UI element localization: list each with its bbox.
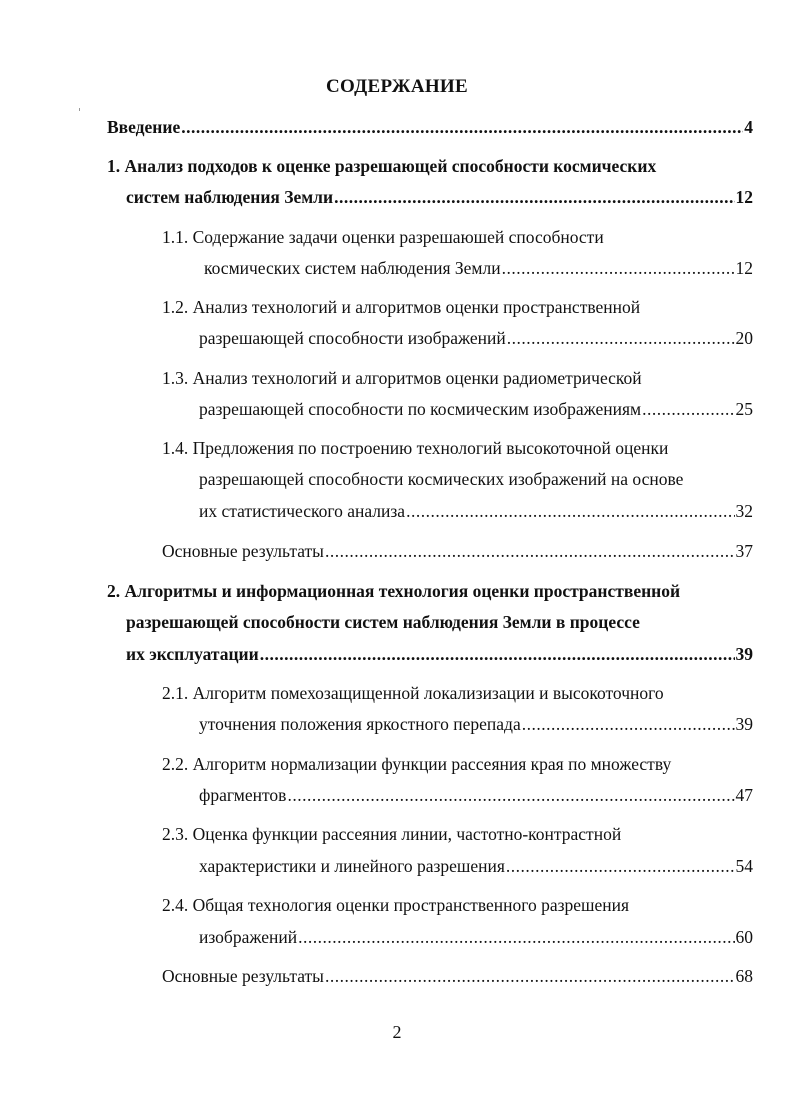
dot-leader [522,718,735,730]
toc-entry-label: уточнения положения яркостного перепада [199,714,521,734]
toc-entry-label: изображений [199,927,298,947]
toc-entry-section-2-1 [199,713,753,735]
dot-leader [181,121,743,133]
toc-entry-label: систем наблюдения Земли [126,187,334,207]
toc-section-2-2-line1: 2.2. Алгоритм нормализации функции рассеяния края по множеству [162,754,672,774]
toc-entry-label: разрешающей способности по космическим изображениям [199,399,642,419]
toc-page-number: 20 [735,328,753,348]
toc-entry-label: Основные результаты [162,541,324,561]
toc-section-1-4-line2: разрешающей способности космических изображений на основе [199,469,684,489]
toc-entry-label: их эксплуатации [126,644,259,664]
dot-leader [406,505,734,517]
toc-entry-label: космических систем наблюдения Земли [204,258,501,278]
toc-page-number: 37 [735,541,753,561]
page-number: 2 [392,1022,402,1042]
dot-leader [507,332,735,344]
toc-page-number: 32 [735,501,753,521]
toc-chapter-2-line2: разрешающей способности систем наблюдения Земли в процессе [126,612,640,632]
toc-page-number: 25 [735,399,753,419]
dot-leader [642,403,734,415]
dot-leader [298,931,734,943]
toc-entry-results-2 [162,965,753,987]
toc-chapter-1-line1: 1. Анализ подходов к оценке разрешающей способности космических [107,156,657,176]
toc-section-2-1-line1: 2.1. Алгоритм помехозащищенной локализизации и высокоточного [162,683,664,703]
toc-entry-label: Введение [107,117,181,137]
toc-page-number: 60 [735,927,753,947]
toc-section-1-3-line1: 1.3. Анализ технологий и алгоритмов оценки радиометрической [162,368,642,388]
toc-entry-section-2-2 [199,784,753,806]
scan-mark [79,108,80,111]
toc-entry-label: Основные результаты [162,966,324,986]
toc-entry-section-2-3 [199,855,753,877]
toc-entry-label: их статистического анализа [199,501,406,521]
toc-page-number: 12 [735,187,753,207]
toc-entry-section-1-1 [204,257,753,279]
toc-entry-label: характеристики и линейного разрешения [199,856,505,876]
dot-leader [506,860,735,872]
toc-page-number: 47 [735,785,753,805]
toc-entry-intro [107,116,753,138]
toc-entry-section-1-2 [199,327,753,349]
toc-chapter-2-line1: 2. Алгоритмы и информационная технология оценки пространственной [107,581,681,601]
toc-entry-section-1-4 [199,500,753,522]
toc-title: СОДЕРЖАНИЕ [326,76,468,97]
toc-section-2-4-line1: 2.4. Общая технология оценки пространственного разрешения [162,895,630,915]
toc-page-number: 39 [735,714,753,734]
toc-page-number: 39 [735,644,753,664]
dot-leader [334,191,734,203]
toc-entry-section-2-4 [199,926,753,948]
dot-leader [502,262,735,274]
toc-entry-label: разрешающей способности изображений [199,328,506,348]
dot-leader [325,545,735,557]
toc-page-number: 68 [735,966,753,986]
toc-entry-chapter-1 [126,186,753,208]
toc-entry-results-1 [162,540,753,562]
toc-page-number: 4 [744,117,753,137]
toc-section-1-4-line1: 1.4. Предложения по построению технологий высокоточной оценки [162,438,669,458]
toc-entry-label: фрагментов [199,785,287,805]
toc-section-1-2-line1: 1.2. Анализ технологий и алгоритмов оценки пространственной [162,297,641,317]
toc-section-1-1-line1: 1.1. Содержание задачи оценки разрешаюшей способности [162,227,604,247]
dot-leader [325,970,735,982]
toc-entry-section-1-3 [199,398,753,420]
toc-page-number: 54 [735,856,753,876]
toc-section-2-3-line1: 2.3. Оценка функции рассеяния линии, частотно-контрастной [162,824,622,844]
dot-leader [287,789,734,801]
toc-page-number: 12 [735,258,753,278]
toc-entry-chapter-2 [126,643,753,665]
dot-leader [260,648,735,660]
